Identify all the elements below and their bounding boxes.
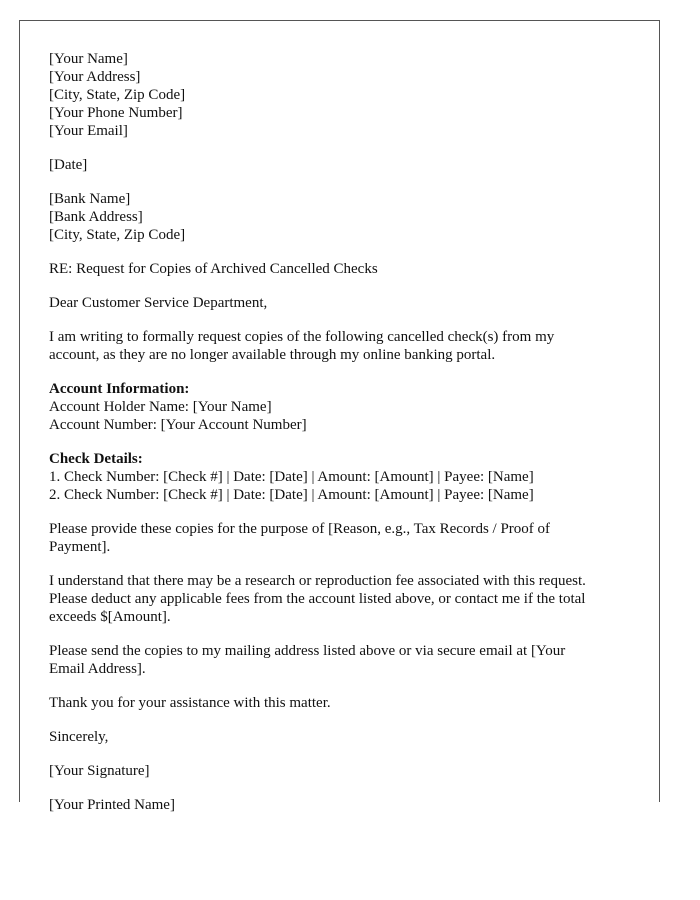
sender-phone: [Your Phone Number] <box>49 105 183 121</box>
purpose-line: Payment]. <box>49 539 111 555</box>
bank-address: [Bank Address] <box>49 209 143 225</box>
intro-paragraph <box>49 328 639 364</box>
subject-line: RE: Request for Copies of Archived Cancelled Checks <box>49 261 378 277</box>
delivery-paragraph <box>49 642 639 678</box>
fees-line: Please deduct any applicable fees from the account listed above, or contact me if the total <box>49 591 586 607</box>
sender-address: [Your Address] <box>49 69 141 85</box>
purpose-paragraph <box>49 520 639 556</box>
purpose-line: Please provide these copies for the purpose of [Reason, e.g., Tax Records / Proof of <box>49 521 551 537</box>
delivery-line: Please send the copies to my mailing address listed above or via secure email at [Your <box>49 643 566 659</box>
account-holder-name: Account Holder Name: [Your Name] <box>49 399 272 415</box>
account-info-heading: Account Information: <box>49 381 190 397</box>
intro-line: account, as they are no longer available through my online banking portal. <box>49 347 496 363</box>
delivery-line: Email Address]. <box>49 661 146 677</box>
sender-name: [Your Name] <box>49 51 128 67</box>
bank-city-state-zip: [City, State, Zip Code] <box>49 227 186 243</box>
intro-line: I am writing to formally request copies of the following cancelled check(s) from my <box>49 329 555 345</box>
recipient-block <box>49 190 639 244</box>
printed-name: [Your Printed Name] <box>49 797 175 813</box>
account-info-section <box>49 380 639 434</box>
sender-city-state-zip: [City, State, Zip Code] <box>49 87 186 103</box>
closing-line: Sincerely, <box>49 729 109 745</box>
account-number: Account Number: [Your Account Number] <box>49 417 307 433</box>
signature-placeholder: [Your Signature] <box>49 763 150 779</box>
letter-date: [Date] <box>49 157 88 173</box>
bank-name: [Bank Name] <box>49 191 131 207</box>
check-details-section <box>49 450 639 504</box>
sender-email: [Your Email] <box>49 123 128 139</box>
letter-page <box>19 20 660 813</box>
check-item: 1. Check Number: [Check #] | Date: [Date] | Amount: [Amount] | Payee: [Name] <box>49 469 534 485</box>
check-item: 2. Check Number: [Check #] | Date: [Date] | Amount: [Amount] | Payee: [Name] <box>49 487 534 503</box>
salutation: Dear Customer Service Department, <box>49 295 268 311</box>
thanks-line: Thank you for your assistance with this matter. <box>49 695 331 711</box>
fees-line: I understand that there may be a research or reproduction fee associated with this request. <box>49 573 586 589</box>
sender-block <box>49 50 639 140</box>
fees-paragraph <box>49 572 639 626</box>
letter-body <box>49 50 639 814</box>
check-details-heading: Check Details: <box>49 451 143 467</box>
fees-line: exceeds $[Amount]. <box>49 609 171 625</box>
